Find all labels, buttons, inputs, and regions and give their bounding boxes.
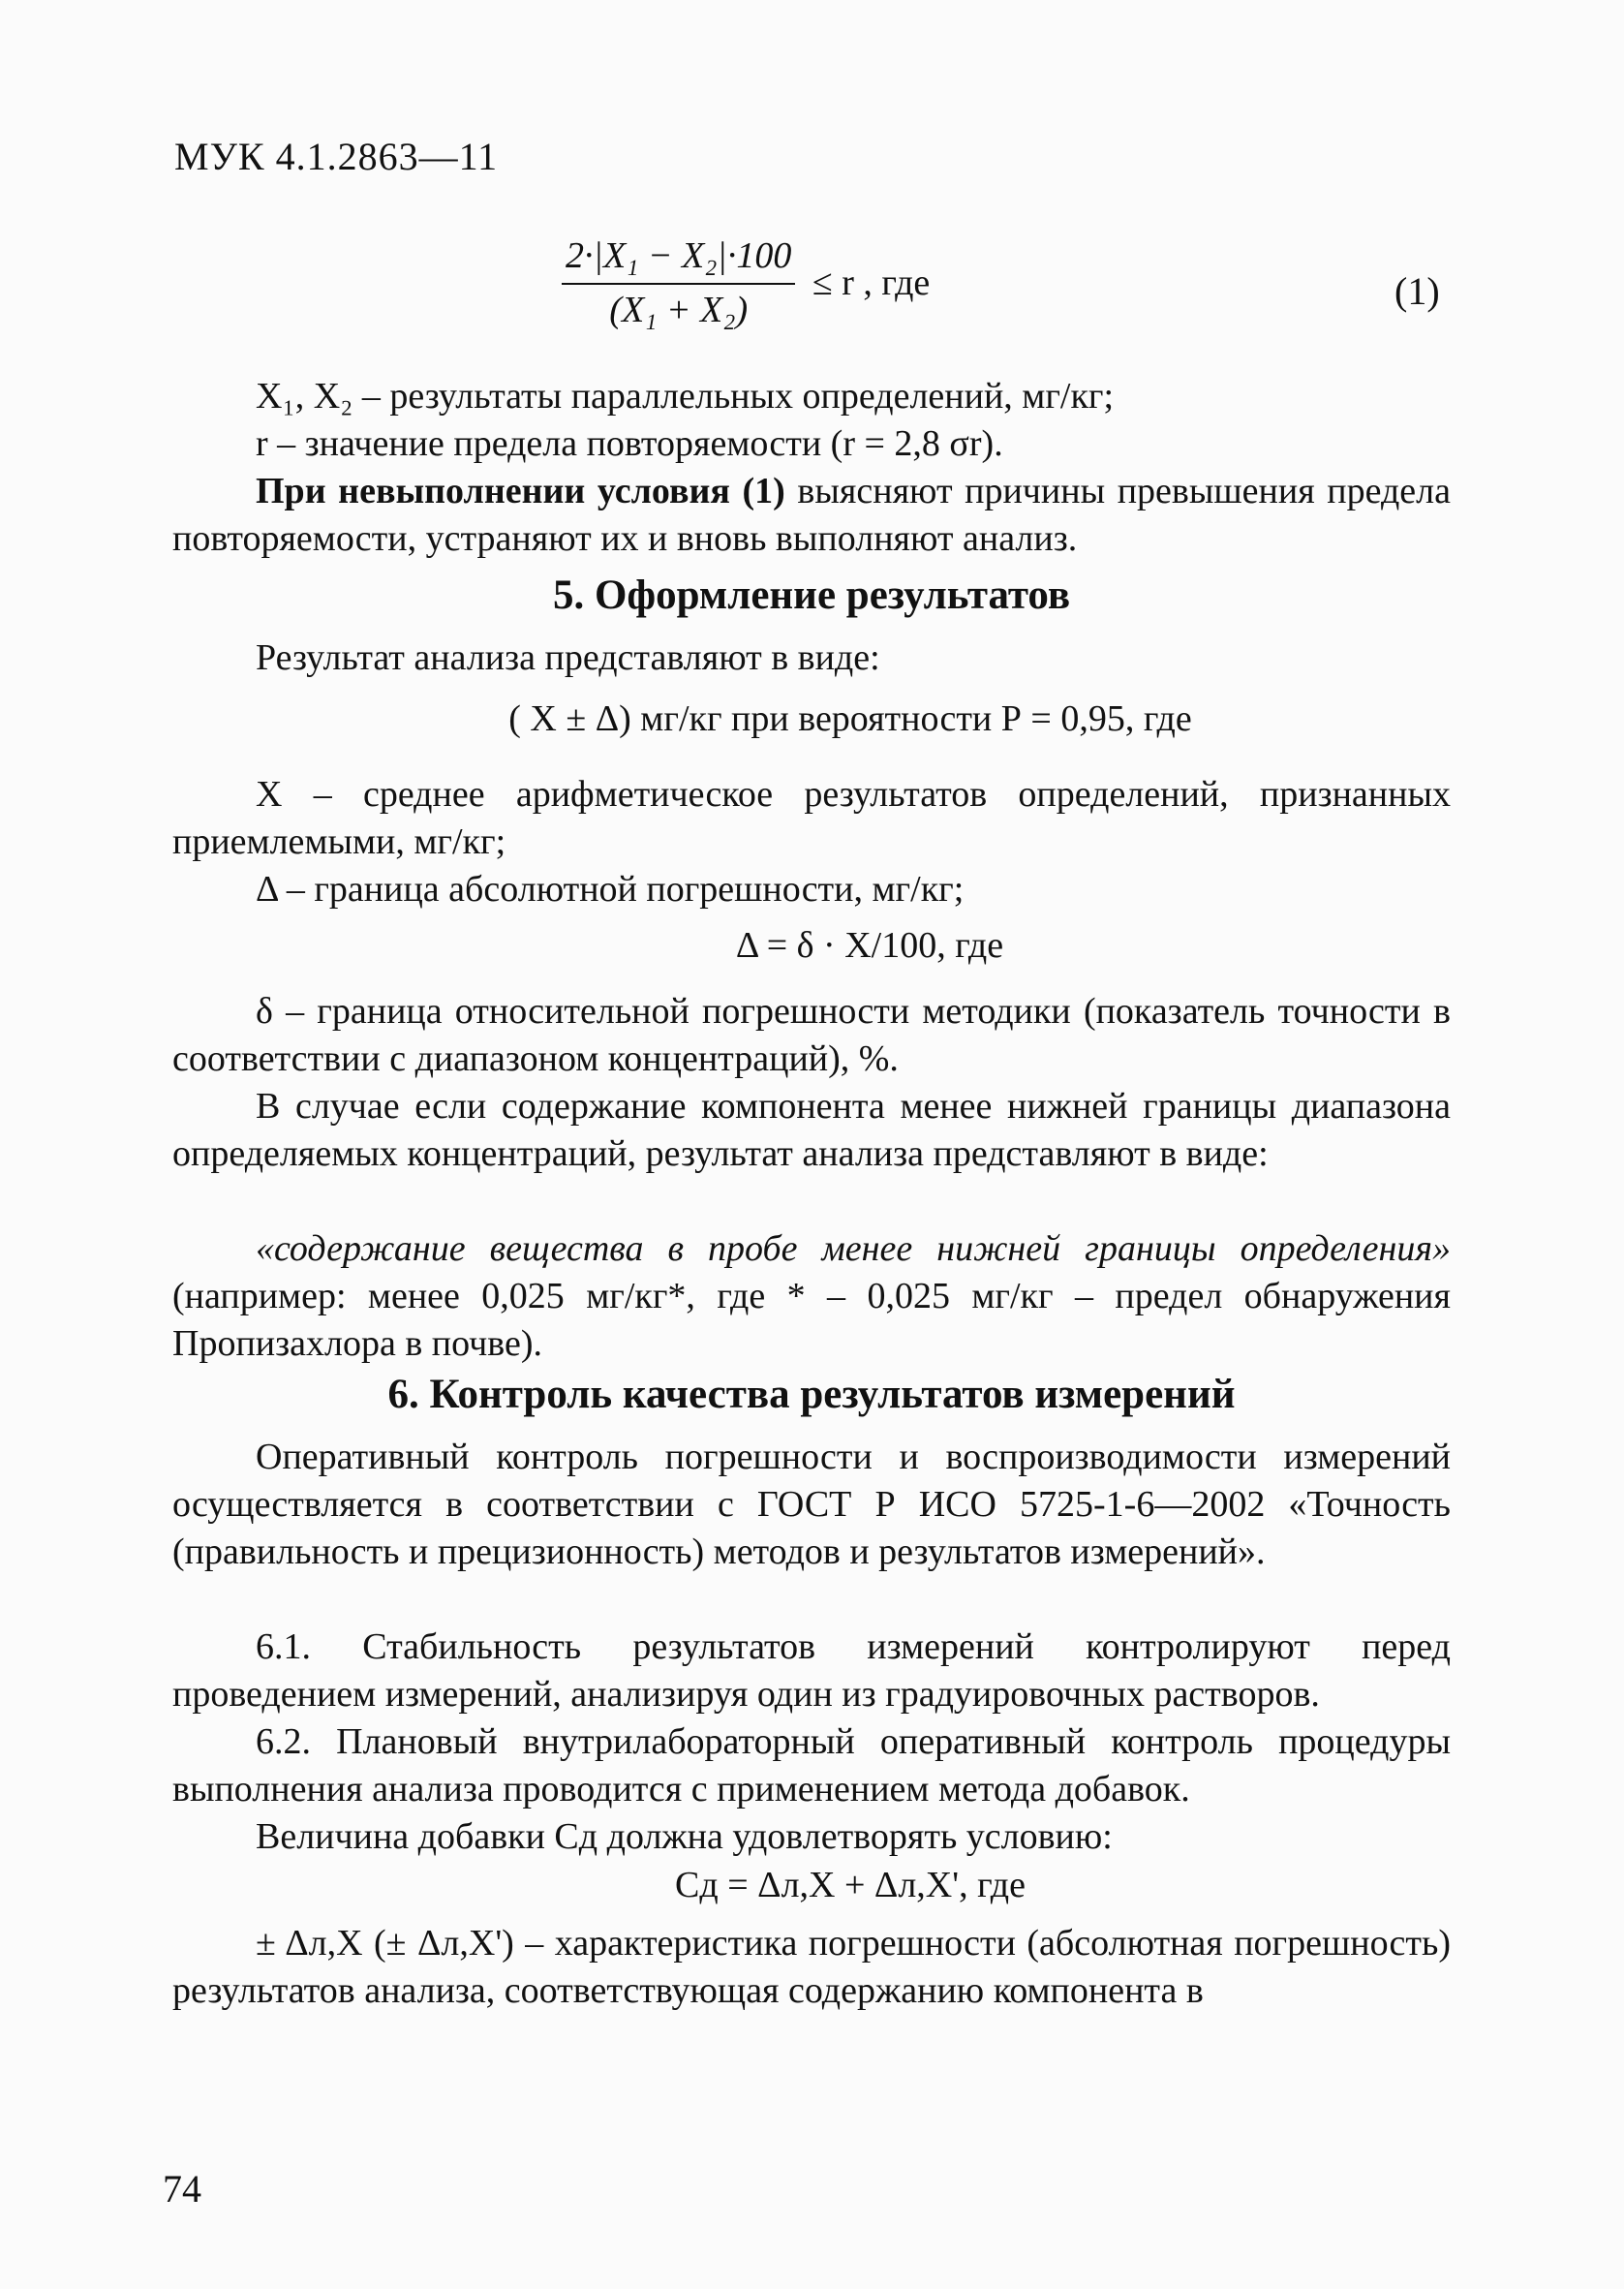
def-r: r – значение предела повторяемости (r = 2,8 σr). [256,423,1003,464]
section-6-1: 6.1. Стабильность результатов измерений контролируют перед проведением измерений, анализируя один из градуировочных растворов. [172,1626,1451,1715]
document-header: МУК 4.1.2863—11 [174,135,499,178]
page-number: 74 [163,2167,201,2211]
condition-bold: При невыполнении условия (1) [256,471,785,511]
last-paragraph: ± Δл,Х (± Δл,Х') – характеристика погрешности (абсолютная погрешность) результатов анализа, соответствующая содержанию компонента в [172,1923,1451,2011]
section-6-title: 6. Контроль качества результатов измерений [387,1372,1236,1417]
quote-rest: (например: менее 0,025 мг/кг*, где * – 0,025 мг/кг – предел обнаружения Пропизахлора в почве). [172,1276,1451,1364]
def-x1x2: X₁, X₂ – результаты параллельных определений, мг/кг; [256,376,1115,417]
quote-italic: «содержание вещества в пробе менее нижней границы определения» [256,1228,1451,1269]
paragraph-condition [172,468,1451,563]
condition-rest: выясняют причины превышения предела повторяемости, устраняют их и вновь выполняют анализ. [172,471,1451,559]
section-6-paragraph-1: Оперативный контроль погрешности и воспроизводимости измерений осуществляется в соответствии с ГОСТ Р ИСО 5725-1-6—2002 «Точность (правильность и прецизионность) методов и результатов измерений». [172,1437,1451,1572]
quote-paragraph [172,1225,1451,1368]
formula-1-numerator: 2·|X₁ − X₂|·100 [562,234,795,285]
formula-1-fraction [562,234,795,331]
case-paragraph: В случае если содержание компонента менее нижней границы диапазона определяемых концентраций, результат анализа представляют в виде: [172,1086,1451,1174]
formula-1-condition: ≤ r , где [812,263,931,303]
delta-formula: Δ = δ · X/100, где [735,925,1004,966]
formula-1-number: (1) [1394,269,1440,313]
formula-1 [562,234,930,331]
section-5-title: 5. Оформление результатов [552,572,1071,618]
section-6-2: 6.2. Плановый внутрилабораторный оперативный контроль процедуры выполнения анализа проводится с применением метода добавок. [172,1721,1451,1810]
formula-1-denominator: (X₁ + X₂) [609,290,749,330]
section-5-intro: Результат анализа представляют в виде: [256,637,880,678]
xbar-definition: X – среднее арифметическое результатов определений, признанных приемлемыми, мг/кг; [172,774,1451,862]
additive-formula: Сд = Δл,Х + Δл,Х', где [675,1865,1026,1905]
additive-paragraph: Величина добавки Сд должна удовлетворять условию: [256,1816,1113,1857]
delta-small-definition: δ – граница относительной погрешности методики (показатель точности в соответствии с диапазоном концентраций), %. [172,991,1451,1079]
delta-definition: Δ – граница абсолютной погрешности, мг/кг; [256,869,965,910]
section-5-formula: ( X ± Δ) мг/кг при вероятности Р = 0,95, где [508,698,1192,739]
